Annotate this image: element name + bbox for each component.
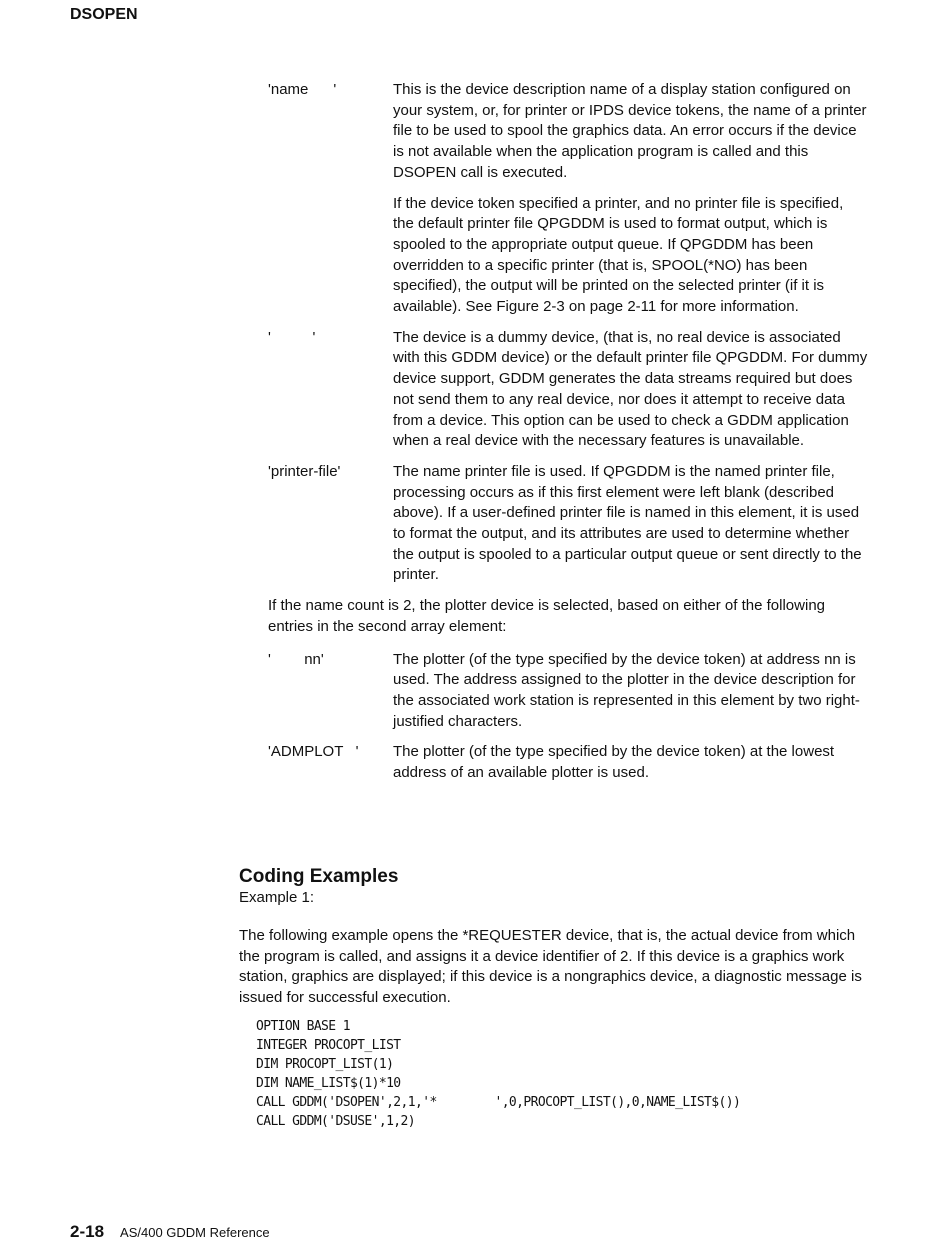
description-paragraph: The name printer file is used. If QPGDDM is the named printer file, processing occurs as if this first element were left blank (described above). If a user-defined printer file is named in this element, it is used to format the output, and its attributes are used to determine whether the output is spooled to a particular output queue or sent directly to the printer.: [393, 462, 862, 584]
code-line: DIM PROCOPT_LIST(1): [256, 1056, 394, 1072]
code-line: OPTION BASE 1: [256, 1018, 350, 1034]
description-paragraph: If the device token specified a printer, and no printer file is specified, the default printer file QPGDDM is used to format output, which is spooled to the appropriate output queue. If QPGDDM has been overridden to a specific printer (that is, SPOOL(*NO) has been specified), the output will be printed on the selected printer (if it is available). See Figure 2-3 on page 2-11 for more information.: [393, 194, 844, 316]
definition-list: [268, 80, 868, 794]
definition-entry: [268, 328, 868, 452]
definition-entry: [268, 742, 868, 783]
definition-term: 'name ': [268, 81, 337, 98]
description-paragraph: The plotter (of the type specified by the device token) at the lowest address of an available plotter is used.: [393, 743, 835, 782]
definition-description: [393, 328, 868, 452]
code-line: CALL GDDM('DSUSE',1,2): [256, 1113, 415, 1129]
definition-entry: [268, 462, 868, 586]
example-label: Example 1:: [239, 889, 315, 906]
coding-examples-section: [239, 866, 869, 1131]
description-paragraph: The plotter (of the type specified by the device token) at address nn is used. The address assigned to the plotter in the device description for the associated work station is represented in this element by two right-justified characters.: [393, 650, 860, 730]
page-footer: [70, 1222, 270, 1242]
code-line: CALL GDDM('DSOPEN',2,1,'* ',0,PROCOPT_LIST(),0,NAME_LIST$()): [256, 1094, 741, 1110]
definition-term: 'printer-file': [268, 462, 341, 480]
definition-term: ' ': [268, 328, 316, 346]
definition-entry: [268, 80, 868, 318]
example-intro: The following example opens the *REQUESTER device, that is, the actual device from which the program is called, and assigns it a device identifier of 2. If this device is a graphics work station, graphics are displayed; if this device is a nongraphics device, a diagnostic message is issued for successful execution.: [239, 927, 862, 1007]
name-count-paragraph: If the name count is 2, the plotter device is selected, based on either of the following entries in the second array element:: [268, 597, 825, 635]
section-heading: Coding Examples: [239, 866, 399, 887]
definition-term: ' nn': [268, 650, 324, 668]
definition-description: [393, 742, 868, 783]
code-block: [256, 1017, 869, 1131]
definition-description: [393, 80, 868, 318]
book-title: AS/400 GDDM Reference: [120, 1225, 270, 1240]
page-number: 2-18: [70, 1222, 105, 1241]
definition-entry: [268, 650, 868, 733]
definition-term: 'ADMPLOT ': [268, 743, 359, 761]
description-paragraph: The device is a dummy device, (that is, no real device is associated with this GDDM device) or the default printer file QPGDDM. For dummy device support, GDDM generates the data streams required but does not send them to any real device, nor does it attempt to receive data from a device. This option can be used to check a GDDM application when a real device with the necessary features is unavailable.: [393, 328, 868, 450]
code-line: INTEGER PROCOPT_LIST: [256, 1037, 401, 1053]
running-header: DSOPEN: [70, 6, 138, 23]
description-paragraph: This is the device description name of a display station configured on your system, or, for printer or IPDS device tokens, the name of a printer file to be used to spool the graphics data. An error occurs if the device is not available when the application program is called and this DSOPEN call is executed.: [393, 81, 867, 181]
definition-description: [393, 650, 868, 733]
code-line: DIM NAME_LIST$(1)*10: [256, 1075, 401, 1091]
definition-description: [393, 462, 868, 586]
